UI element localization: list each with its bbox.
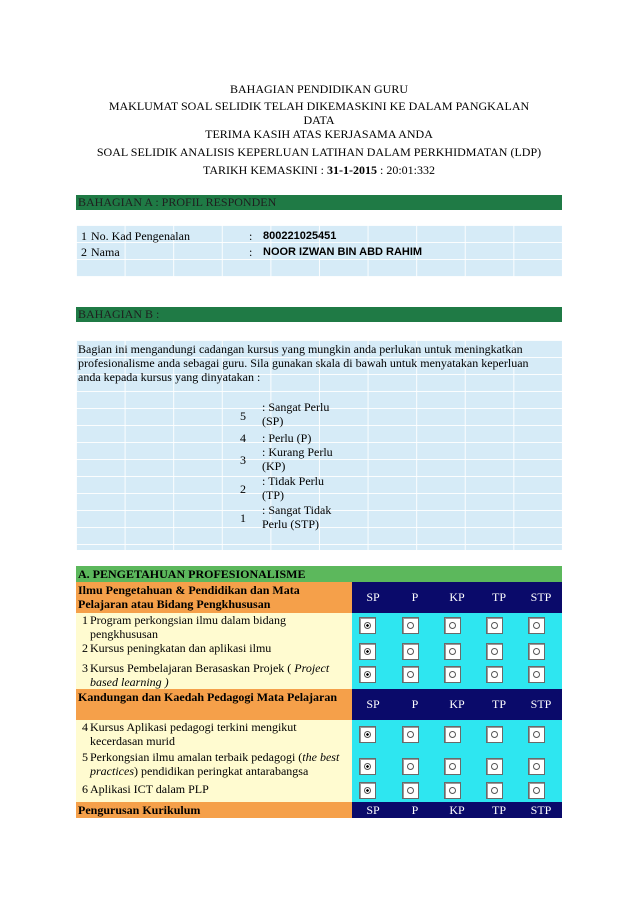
profile-label-ic: No. Kad Pengenalan: [91, 229, 190, 243]
col-stp: STP: [530, 590, 552, 604]
ic-number-value: 800221025451: [263, 230, 337, 242]
group-heading: Ilmu Pengetahuan & Pendidikan dan Mata Pelajaran atau Bidang Pengkhususan: [76, 582, 352, 613]
radio-p-q3[interactable]: [402, 666, 419, 683]
radio-p-q6[interactable]: [402, 782, 419, 799]
radio-stp-q4[interactable]: [528, 726, 545, 743]
profile-row-num: 1: [81, 229, 87, 243]
question-text-c: ): [161, 675, 169, 689]
question-number: 4: [82, 720, 88, 734]
part-a-title: A. PENGETAHUAN PROFESIONALISME: [76, 566, 562, 582]
section-b-intro: Bagian ini mengandungi cadangan kursus yang mungkin anda perlukan untuk meningkatkan profesionalisme anda sebagai guru. Sila gunakan skala di bawah untuk menyatakan keperluan anda kepada kursus yang dinyatakan :: [78, 342, 529, 384]
question-text-a: Kursus Pembelajaran Berasaskan Projek (: [90, 661, 295, 675]
question-block: [76, 613, 352, 689]
name-value: NOOR IZWAN BIN ABD RAHIM: [263, 246, 423, 258]
radio-kp-q5[interactable]: [444, 758, 461, 775]
radio-stp-q1[interactable]: [528, 617, 545, 634]
radio-area: [352, 720, 562, 802]
section-a-title: BAHAGIAN A : PROFIL RESPONDEN: [76, 195, 562, 210]
radio-p-q1[interactable]: [402, 617, 419, 634]
scale-description: : Sangat Perlu (SP): [262, 400, 330, 428]
scale-number: 1: [240, 511, 246, 525]
group-heading: Pengurusan Kurikulum: [76, 802, 352, 818]
radio-stp-q2[interactable]: [528, 643, 545, 660]
question-text: [90, 750, 352, 778]
question-text-c: ) pendidikan peringkat antarabangsa: [134, 764, 309, 778]
col-sp: SP: [366, 802, 380, 817]
radio-tp-q6[interactable]: [486, 782, 503, 799]
col-sp: SP: [366, 697, 380, 711]
radio-tp-q1[interactable]: [486, 617, 503, 634]
profile-colon: :: [249, 229, 253, 243]
question-number: 5: [82, 750, 88, 764]
question-text: Kursus Aplikasi pedagogi terkini mengikut kecerdasan murid: [90, 720, 297, 748]
column-header-row: [352, 582, 562, 613]
radio-kp-q2[interactable]: [444, 643, 461, 660]
question-number: 1: [82, 613, 88, 627]
scale-number: 2: [240, 482, 246, 496]
radio-area: [352, 613, 562, 689]
radio-sp-q6[interactable]: [359, 782, 376, 799]
radio-p-q4[interactable]: [402, 726, 419, 743]
radio-sp-q3[interactable]: [359, 666, 376, 683]
radio-kp-q3[interactable]: [444, 666, 461, 683]
col-kp: KP: [449, 697, 465, 711]
question-text-italic: Project based learning: [90, 661, 330, 689]
question-number: 2: [82, 641, 88, 655]
col-tp: TP: [491, 802, 506, 817]
date-prefix: TARIKH KEMASKINI :: [202, 163, 327, 177]
radio-kp-q6[interactable]: [444, 782, 461, 799]
header-line-5: SOAL SELIDIK ANALISIS KEPERLUAN LATIHAN DALAM PERKHIDMATAN (LDP): [96, 145, 542, 159]
profile-row-num: 2: [81, 245, 87, 259]
column-header-row: [352, 802, 562, 818]
radio-sp-q5[interactable]: [359, 758, 376, 775]
radio-kp-q1[interactable]: [444, 617, 461, 634]
col-p: P: [411, 802, 419, 817]
profile-colon: :: [249, 245, 253, 259]
group-heading: Kandungan dan Kaedah Pedagogi Mata Pelajaran: [76, 689, 352, 720]
col-p: P: [411, 590, 419, 604]
question-number: 6: [82, 782, 88, 796]
update-date-line: [76, 163, 562, 177]
radio-sp-q1[interactable]: [359, 617, 376, 634]
radio-sp-q4[interactable]: [359, 726, 376, 743]
header-line-4: TERIMA KASIH ATAS KERJASAMA ANDA: [205, 127, 433, 141]
col-kp: KP: [449, 802, 465, 817]
question-text-a: Perkongsian ilmu amalan terbaik pedagogi (: [90, 750, 303, 764]
time-value: : 20:01:332: [377, 163, 436, 177]
question-text: [90, 661, 352, 689]
col-tp: TP: [491, 697, 506, 711]
header-line-3: DATA: [303, 113, 335, 127]
radio-stp-q6[interactable]: [528, 782, 545, 799]
question-text: Aplikasi ICT dalam PLP: [90, 782, 209, 796]
section-b-title: BAHAGIAN B :: [76, 307, 562, 322]
col-stp: STP: [530, 697, 552, 711]
radio-p-q2[interactable]: [402, 643, 419, 660]
scale-description: : Perlu (P): [262, 431, 312, 445]
radio-tp-q4[interactable]: [486, 726, 503, 743]
date-value: 31-1-2015: [327, 163, 377, 177]
radio-p-q5[interactable]: [402, 758, 419, 775]
profile-label-name: Nama: [91, 245, 120, 259]
col-p: P: [411, 697, 419, 711]
question-text: Program perkongsian ilmu dalam bidang pengkhususan: [90, 613, 286, 641]
scale-description: : Tidak Perlu (TP): [262, 474, 325, 502]
scale-number: 3: [240, 453, 246, 467]
col-kp: KP: [449, 590, 465, 604]
radio-sp-q2[interactable]: [359, 643, 376, 660]
radio-stp-q5[interactable]: [528, 758, 545, 775]
question-text-italic: the best practices: [90, 750, 340, 778]
column-header-row: [352, 689, 562, 720]
header-line-2: MAKLUMAT SOAL SELIDIK TELAH DIKEMASKINI KE DALAM PANGKALAN: [108, 99, 530, 113]
scale-description: : Sangat Tidak Perlu (STP): [262, 503, 332, 531]
radio-tp-q2[interactable]: [486, 643, 503, 660]
col-sp: SP: [366, 590, 380, 604]
question-text: Kursus peningkatan dan aplikasi ilmu: [90, 641, 272, 655]
scale-number: 4: [240, 431, 246, 445]
scale-number: 5: [240, 409, 246, 423]
radio-tp-q5[interactable]: [486, 758, 503, 775]
col-tp: TP: [491, 590, 506, 604]
question-block: [76, 720, 352, 802]
radio-tp-q3[interactable]: [486, 666, 503, 683]
scale-description: : Kurang Perlu (KP): [262, 445, 333, 473]
radio-kp-q4[interactable]: [444, 726, 461, 743]
question-number: 3: [82, 661, 88, 675]
col-stp: STP: [530, 802, 552, 817]
header-line-1: BAHAGIAN PENDIDIKAN GURU: [230, 82, 408, 96]
radio-stp-q3[interactable]: [528, 666, 545, 683]
